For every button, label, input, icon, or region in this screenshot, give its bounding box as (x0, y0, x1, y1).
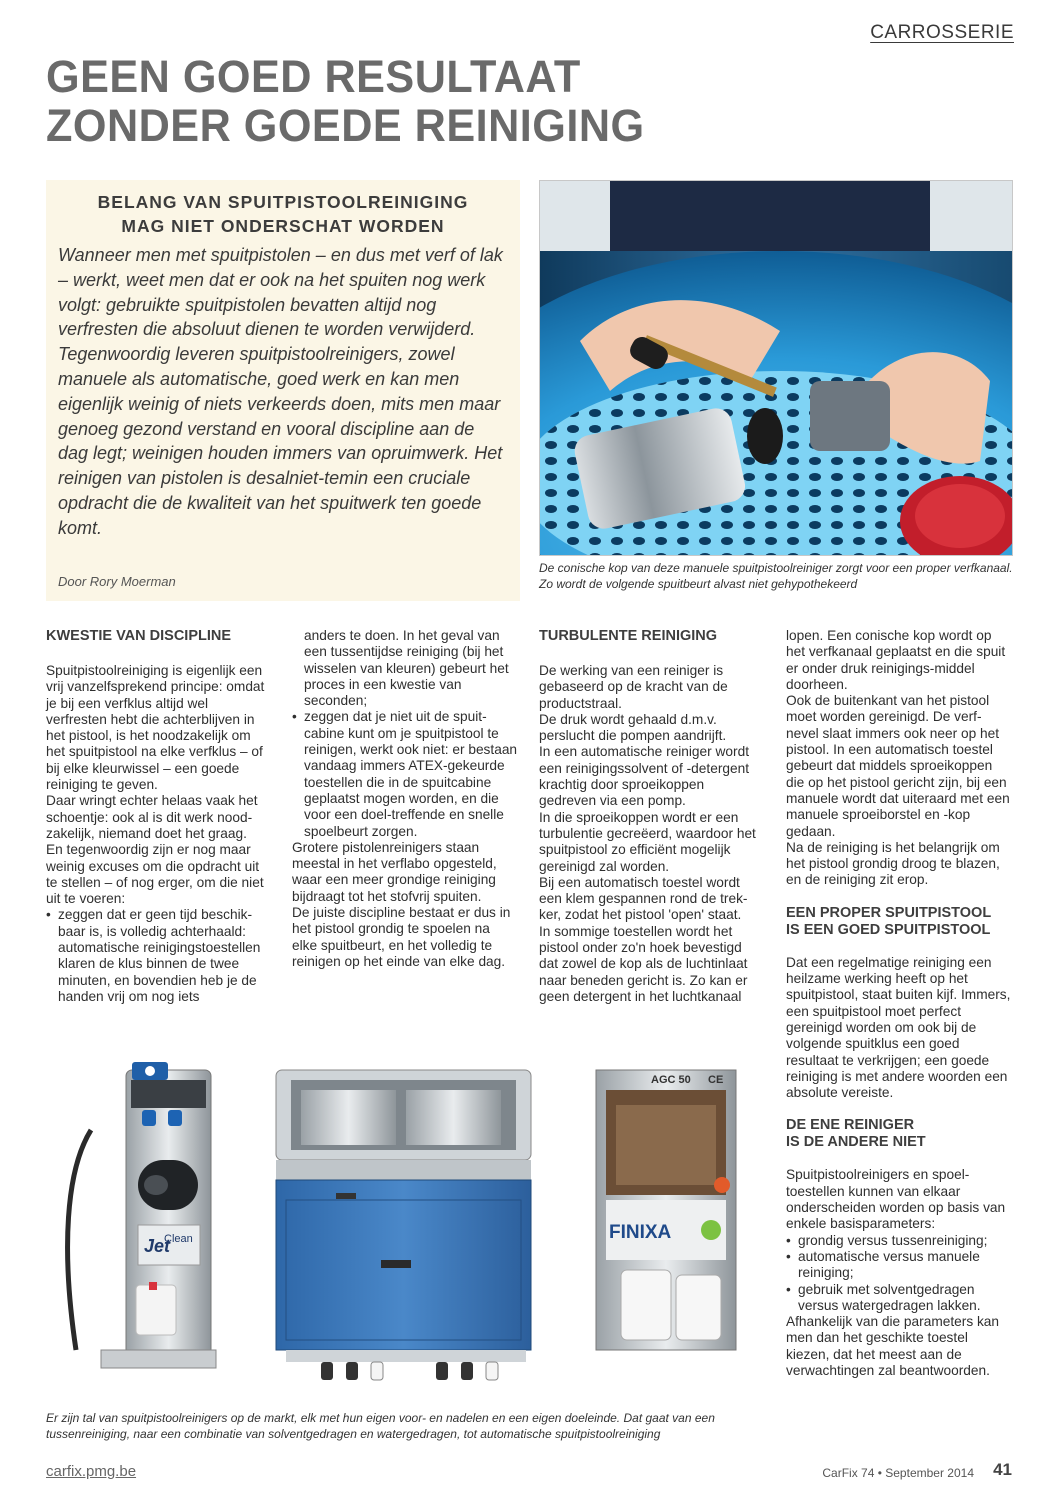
col2-paragraph-1: anders te doen. In het geval van een tussentijdse reiniging (bij het wisselen van kleuren) gebeurt het proces in een kwestie van seconden; (304, 628, 509, 709)
col3-heading: TURBULENTE REINIGING (539, 628, 718, 644)
col4-heading-3 (786, 1117, 1012, 1151)
col4-paragraph-2: Ook de buitenkant van het pistool moet worden gereinigd. De verf-nevel slaat immers ook neer op het pistool. In een automatisch toestel gebeurt dat middels sproeikoppen die op het pistool gericht zijn, bij een manuele wordt dat uiteraard met een manuele sproeiborstel en -kop gedaan. (786, 693, 1010, 839)
col3-spacer (539, 645, 764, 663)
photo-hands-cleaning-gun-illustration (540, 181, 1013, 556)
col1-paragraph-1: Spuitpistoolreiniging is eigenlijk een vrij vanzelfsprekend principe: omdat je bij een verfklus altijd wel verfresten hebt die achterblijven in het pistool, is het noodzakelijk om het spuitpistool na elke verfklus – of bij elke kleurwissel – een goede reiniging te geven. (46, 663, 265, 793)
col3-paragraph-2: De druk wordt gehaald d.m.v. perslucht die pompen aandrijft. (539, 711, 727, 744)
col1-spacer (46, 645, 272, 663)
col4-heading-2 (786, 905, 1012, 939)
intro-text: Wanneer men met spuitpistolen – en dus met verf of lak – werkt, weet men dat er ook na het spuiten nog werk volgt: gebruikte spuitpistolen bevatten altijd nog verfresten die absoluut dienen te worden verwijderd. Tegenwoordig leveren spuitpistoolreinigers, zowel manuele als automatische, goed werk en kan men eigenlijk weinig of niets verkeerds doen, mits men maar genoeg gezond verstand en vooral discipline aan de dag legt; weinigen houden immers van opruimwerk. Het reinigen van pistolen is desalniet-temin een cruciale opdracht die de kwaliteit van het spuitwerk ten goede komt. (58, 245, 503, 538)
headline-line-2: ZONDER GOEDE REINIGING (46, 100, 645, 151)
column-2 (292, 628, 518, 970)
column-1 (46, 628, 272, 1005)
col4-paragraph-4: Dat een regelmatige reiniging een heilzame werking heeft op het spuitpistool, staat buiten kijf. Immers, een spuitpistool moet perfect gereinigd worden om ook bij de volgende spuitklus een goed resultaat te verkrijgen; een goede reiniging is met andere woorden een absolute vereiste. (786, 954, 1011, 1101)
blue-cabinet-unit (276, 1070, 531, 1380)
headline (46, 52, 776, 150)
agc50-label: AGC 50 (651, 1074, 691, 1086)
intro-title-line-1: BELANG VAN SPUITPISTOOLREINIGING (97, 192, 469, 212)
col3-paragraph-3: In een automatische reiniger wordt een reinigingssolvent of -detergent krachtig door sproeikoppen gedreven via een pomp. (539, 744, 750, 809)
col4-heading-3-line-1: DE ENE REINIGER (786, 1117, 915, 1134)
col4-paragraph-6: Afhankelijk van die parameters kan men dan het geschikte toestel kiezen, dat het meest aan de verwachtingen zal beantwoorden. (786, 1314, 1000, 1378)
jetclean-logo-jet: Jet (144, 1236, 171, 1256)
col4-paragraph-3: Na de reiniging is het belangrijk om het pistool grondig droog te blazen, en de reiniging zit erop. (786, 839, 1000, 888)
col4-spacer-1 (786, 889, 1012, 905)
photo-spray-gun-washers-illustration (46, 1050, 766, 1405)
page-number: 41 (993, 1460, 1012, 1479)
photo-caption: De conische kop van deze manuele spuitpistoolreiniger zorgt voor een proper verfkanaal. Zo wordt de volgende spuitbeurt alvast niet gehypothekeerd (539, 561, 1013, 591)
headline-line-1: GEEN GOED RESULTAAT (46, 51, 581, 102)
col4-paragraph-1: lopen. Een conische kop wordt op het verfkanaal geplaatst en die spuit er onder druk reinigings-middel doorheen. (786, 628, 1006, 692)
col4-spacer-2 (786, 939, 1012, 955)
col1-heading: KWESTIE VAN DISCIPLINE (46, 628, 232, 644)
footer-issue-info: CarFix 74 • September 2014 (822, 1466, 974, 1480)
col1-bullet-1: • zeggen dat er geen tijd beschik-baar is, is volledig achterhaald: automatische reinigingstoestellen klaren de klus binnen de twee minuten, en bovendien heb je de handen vrij om nog iets (46, 907, 272, 1005)
col4-bullet-3: • gebruik met solventgedragen versus watergedragen lakken. (786, 1282, 1012, 1315)
column-3 (539, 628, 764, 1005)
col1-paragraph-3: En tegenwoordig zijn er nog maar weinig excuses om die opdracht uit te stellen – of nog erger, om die niet uit te voeren: (46, 842, 264, 907)
col4-bullet-2: • automatische versus manuele reiniging; (786, 1249, 1012, 1282)
col3-paragraph-5: Bij een automatisch toestel wordt een klem gespannen rond de trek-ker, zodat het pistool 'open' staat. (539, 874, 748, 923)
col3-paragraph-4: In die sproeikoppen wordt er een turbulentie gecreëerd, waardoor het spuitpistool zo efficiënt mogelijk gereinigd zal worden. (539, 809, 756, 874)
col4-spacer-4 (786, 1151, 1012, 1167)
col3-paragraph-6: In sommige toestellen wordt het pistool onder zo'n hoek bevestigd dat zowel de kop als de luchtinlaat naar beneden gericht is. Zo kan er geen detergent in het luchtkanaal (539, 923, 748, 1004)
col4-heading-2-line-2: IS EEN GOED SPUITPISTOOL (786, 921, 991, 938)
byline: Door Rory Moerman (58, 574, 176, 589)
photo-hands-cleaning-gun (539, 180, 1013, 556)
col2-paragraph-2: Grotere pistolenreinigers staan meestal in het verflabo opgesteld, waar een meer grondige reiniging bijdraagt tot het stofvrij spuiten. (292, 839, 497, 904)
col2-paragraph-3: De juiste discipline bestaat er dus in het pistool grondig te spoelen na elke spuitbeurt, en het volledig te reinigen op het einde van elke dag. (292, 905, 511, 969)
bottom-caption: Er zijn tal van spuitpistoolreinigers op de markt, elk met hun eigen voor- en nadelen en een eigen doeleinde. Dat gaat van een tussenreiniging, naar een combinatie van solventgedragen en watergedragen, tot automatische spuitpistoolreiniging (46, 1411, 715, 1441)
col1-paragraph-2: Daar wringt echter helaas vaak het schoentje: ook al is dit werk nood-zakelijk, niemand doet het graag. (46, 793, 258, 841)
intro-box (46, 180, 520, 601)
col4-heading-3-line-2: IS DE ANDERE NIET (786, 1134, 926, 1151)
section-label: CARROSSERIE (870, 22, 1014, 43)
footer-website-link[interactable]: carfix.pmg.be (46, 1463, 137, 1480)
photo-spray-gun-washers (46, 1050, 766, 1405)
column-4 (786, 628, 1012, 1379)
jetclean-logo-clean: Clean (164, 1233, 193, 1245)
finixa-logo: FINIXA (609, 1222, 672, 1243)
finixa-agc50-unit (596, 1070, 736, 1350)
col3-paragraph-1: De werking van een reiniger is gebaseerd op de kracht van de productstraal. (539, 663, 728, 711)
col2-bullet-1: • zeggen dat je niet uit de spuit-cabine kunt om je spuitpistool te reinigen, werkt ook niet: er bestaan vandaag immers ATEX-gekeurde toestellen die in de spuitcabine geplaatst mogen worden, en die voor een doel-treffende en snelle spoelbeurt zorgen. (292, 709, 518, 839)
col4-spacer-3 (786, 1101, 1012, 1117)
col4-paragraph-5: Spuitpistoolreinigers en spoel-toestellen kunnen van elkaar onderscheiden worden op basis van enkele basisparameters: (786, 1167, 1006, 1232)
ce-mark: CE (708, 1074, 724, 1086)
intro-title-line-2: MAG NIET ONDERSCHAT WORDEN (121, 216, 445, 236)
jetclean-unit (68, 1062, 216, 1368)
col4-heading-2-line-1: EEN PROPER SPUITPISTOOL (786, 904, 992, 921)
intro-title (58, 190, 508, 238)
col4-bullet-1: • grondig versus tussenreiniging; (786, 1233, 1012, 1249)
